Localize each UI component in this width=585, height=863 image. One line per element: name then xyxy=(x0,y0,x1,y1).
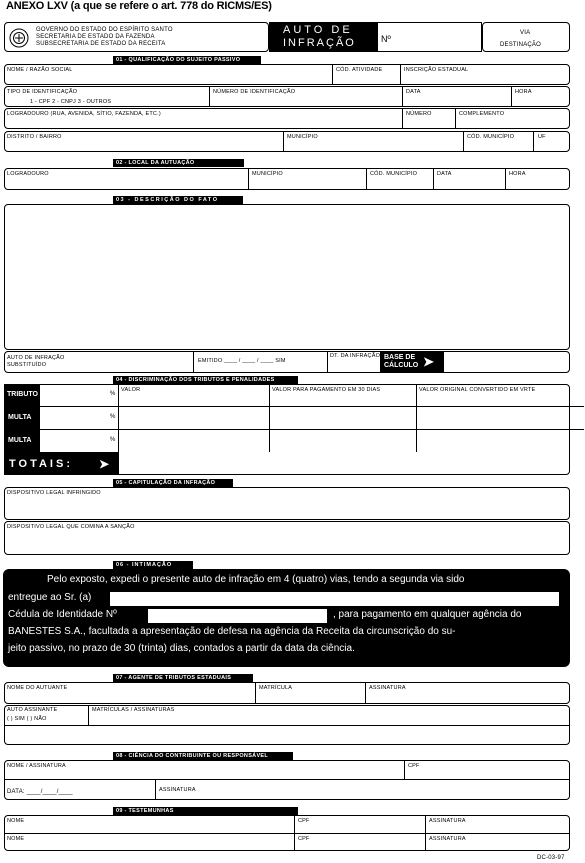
label-ciencia-data[interactable]: DATA: ____/____/____ xyxy=(7,789,73,795)
label-test1-cpf: CPF xyxy=(298,818,310,824)
sec03-title: 03 - DESCRIÇÃO DO FATO xyxy=(113,196,243,204)
multa1-percent: % xyxy=(110,414,116,420)
intimacao-p1: Pelo exposto, expedi o presente auto de infração em 4 (quatro) vias, tendo a segunda via sido xyxy=(47,574,465,585)
sec02-title: 02 - LOCAL DA AUTUAÇÃO xyxy=(113,159,244,167)
base-calculo-line1: BASE DE xyxy=(384,354,416,361)
label-dispositivo: DISPOSITIVO LEGAL INFRINGIDO xyxy=(7,490,101,496)
label-nome-autuante: NOME DO AUTUANTE xyxy=(7,685,68,691)
intimacao-panel xyxy=(3,569,570,667)
multa2-percent: % xyxy=(110,437,116,443)
cedula-field[interactable] xyxy=(148,609,327,623)
auto-title-cell xyxy=(269,22,377,52)
arrow-right-icon: ➤ xyxy=(423,354,434,369)
auto-number-field[interactable] xyxy=(377,22,482,52)
label-numero: NÚMERO xyxy=(406,111,432,117)
local-cod-municipio: CÓD. MUNICÍPIO xyxy=(370,171,418,177)
label-municipio: MUNICÍPIO xyxy=(287,134,318,140)
label-matriculas: MATRÍCULAS / ASSINATURAS xyxy=(92,707,175,713)
local-hora: HORA xyxy=(509,171,526,177)
totais-cell xyxy=(4,453,118,475)
label-ciencia-assinatura: ASSINATURA xyxy=(159,787,196,793)
local-logradouro: LOGRADOURO xyxy=(7,171,49,177)
label-complemento: COMPLEMENTO xyxy=(459,111,505,117)
label-auto-assinante: AUTO ASSINANTE xyxy=(7,707,58,713)
gov-line2: SECRETARIA DE ESTADO DA FAZENDA xyxy=(36,34,155,40)
label-test1-assinatura: ASSINATURA xyxy=(429,818,466,824)
label-matricula: MATRÍCULA xyxy=(259,685,293,691)
label-inscricao: INSCRIÇÃO ESTADUAL xyxy=(404,67,469,73)
footer-code: DC-03-97 xyxy=(537,855,565,861)
auto-line1: AUTO DE xyxy=(283,24,353,36)
gov-line3: SUBSECRETARIA DE ESTADO DA RECEITA xyxy=(36,41,166,47)
sec08-title: 08 - CIÊNCIA DO CONTRIBUINTE OU RESPONSÁVEL xyxy=(113,752,293,760)
label-cod-municipio: CÓD. MUNICÍPIO xyxy=(467,134,515,140)
intimacao-p4: BANESTES S.A., facultada a apresentação de defesa na agência da Receita da circunscrição do su- xyxy=(8,626,456,637)
auto-ref-line1: AUTO DE INFRAÇÃO xyxy=(7,355,65,361)
label-ciencia-nome: NOME / ASSINATURA xyxy=(7,763,66,769)
sec06-title: 06 - INTIMAÇÃO xyxy=(113,561,193,569)
label-nome: NOME / RAZÃO SOCIAL xyxy=(7,67,73,73)
coat-of-arms-icon xyxy=(9,28,29,48)
base-calculo-line2: CÁLCULO xyxy=(384,362,419,369)
label-numero-ident: NÚMERO DE IDENTIFICAÇÃO xyxy=(213,89,296,95)
auto-ref-line2: SUBSTITUÍDO xyxy=(7,362,47,368)
sec04-title: 04 - DISCRIMINAÇÃO DOS TRIBUTOS E PENALIDADES xyxy=(113,376,298,384)
entregue-field[interactable] xyxy=(110,592,559,606)
sec03-bottom-row xyxy=(4,351,570,373)
tributo-cell xyxy=(4,384,40,406)
description-area[interactable] xyxy=(4,204,570,350)
intimacao-p2: entregue ao Sr. (a) xyxy=(8,592,92,603)
label-logradouro: LOGRADOURO (RUA, AVENIDA, SÍTIO, FAZENDA, ETC.) xyxy=(7,111,161,117)
local-data: DATA xyxy=(437,171,452,177)
gov-line1: GOVERNO DO ESTADO DO ESPÍRITO SANTO xyxy=(36,27,173,33)
local-municipio: MUNICÍPIO xyxy=(252,171,283,177)
sec08-box xyxy=(4,760,570,800)
label-test1-nome: NOME xyxy=(7,818,25,824)
tributo-label: TRIBUTO xyxy=(7,391,38,398)
multa1-cell xyxy=(4,407,40,429)
label-test2-assinatura: ASSINATURA xyxy=(429,836,466,842)
sec01-row1 xyxy=(4,64,570,85)
auto-line2: INFRAÇÃO xyxy=(283,37,356,49)
number-label: Nº xyxy=(381,34,391,44)
annex-title: ANEXO LXV (a que se refere o art. 778 do RICMS/ES) xyxy=(6,0,272,12)
multa2-label: MULTA xyxy=(8,437,32,444)
destination-label: DESTINAÇÃO xyxy=(500,42,542,48)
sec09-title: 09 - TESTEMUNHAS xyxy=(113,807,298,815)
totais-arrow-icon: ➤ xyxy=(99,457,110,471)
multa1-label: MULTA xyxy=(8,414,32,421)
intimacao-p3a: Cédula de Identidade Nº xyxy=(8,609,117,620)
label-distrito: DISTRITO / BAIRRO xyxy=(7,134,62,140)
totais-label: TOTAIS: xyxy=(9,458,73,470)
intimacao-p3b: , para pagamento em qualquer agência do xyxy=(333,609,522,620)
label-cod-atividade: CÓD. ATIVIDADE xyxy=(336,67,383,73)
label-dispositivo-penalidade: DISPOSITIVO LEGAL QUE COMINA A SANÇÃO xyxy=(7,524,135,530)
dt-infracao-label: DT. DA INFRAÇÃO xyxy=(330,353,381,359)
col-valor-original: VALOR ORIGINAL CONVERTIDO EM VRTE xyxy=(419,387,536,393)
label-ciencia-cpf: CPF xyxy=(408,763,420,769)
sim-nao-options[interactable]: ( ) SIM ( ) NÃO xyxy=(7,716,47,722)
base-calculo-cell xyxy=(380,351,444,373)
sec01-title: 01 - QUALIFICAÇÃO DO SUJEITO PASSIVO xyxy=(113,56,261,64)
label-uf: UF xyxy=(538,134,546,140)
multa2-cell xyxy=(4,430,40,452)
label-data: DATA xyxy=(406,89,421,95)
label-test2-cpf: CPF xyxy=(298,836,310,842)
col-valor: VALOR xyxy=(121,387,141,393)
sec05-title: 05 - CAPITULAÇÃO DA INFRAÇÃO xyxy=(113,479,233,487)
label-tipo-ident: TIPO DE IDENTIFICAÇÃO xyxy=(7,89,78,95)
tipo-options[interactable]: 1 - CPF 2 - CNPJ 3 - OUTROS xyxy=(30,99,112,105)
col-valor-30: VALOR PARA PAGAMENTO EM 30 DIAS xyxy=(272,387,381,393)
intimacao-p5: jeito passivo, no prazo de 30 (trinta) dias, contados a partir da data da ciência. xyxy=(8,643,355,654)
tributo-percent: % xyxy=(110,391,116,397)
emitido-label: EMITIDO ____ / ____ / ____ SIM xyxy=(198,358,286,364)
sec02-row xyxy=(4,168,570,190)
label-hora: HORA xyxy=(515,89,532,95)
via-label: VIA xyxy=(520,30,531,36)
sec07-title: 07 - AGENTE DE TRIBUTOS ESTADUAIS xyxy=(113,674,253,682)
label-assinatura: ASSINATURA xyxy=(369,685,406,691)
label-test2-nome: NOME xyxy=(7,836,25,842)
